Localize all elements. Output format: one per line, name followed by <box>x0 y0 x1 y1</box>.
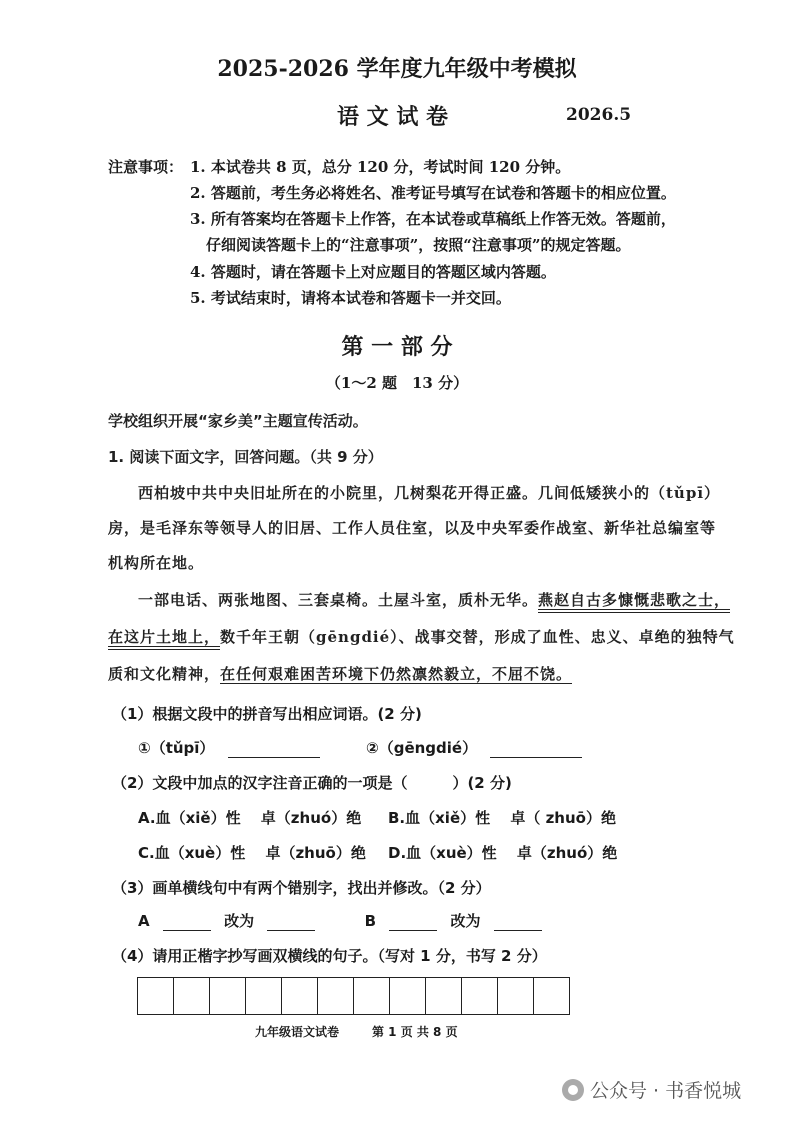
notice-item-2: 2. 答题前，考生务必将姓名、准考证号填写在试卷和答题卡的相应位置。 <box>190 184 676 202</box>
option-d[interactable]: D.血（xuè）性 卓（zhuó）绝 <box>388 844 618 862</box>
writing-grid <box>137 977 570 1015</box>
answer-blank-b[interactable] <box>490 757 582 758</box>
writing-cell[interactable] <box>246 978 282 1014</box>
subquestion-1-b <box>366 737 582 758</box>
writing-cell[interactable] <box>318 978 354 1014</box>
notice-label: 注意事项： <box>108 158 184 176</box>
answer-blank-a[interactable] <box>228 757 320 758</box>
writing-cell[interactable] <box>174 978 210 1014</box>
subquestion-3: （3）画单横线句中有两个错别字，找出并修改。（2 分） <box>112 879 491 897</box>
correct-char-blank-a[interactable] <box>267 930 315 931</box>
passage-line-2: 房，是毛泽东等领导人的旧居、工作人员住室，以及中央军委作战室、新华社总编室等 <box>108 519 717 537</box>
writing-cell[interactable] <box>210 978 246 1014</box>
double-underlined-text: 在这片土地上， <box>108 628 220 650</box>
subquestion-1-a <box>138 737 320 758</box>
change-label-a: 改为 <box>224 912 255 930</box>
pinyin-label-b: ②（gēngdié） <box>366 739 478 757</box>
watermark <box>562 1076 741 1103</box>
option-a[interactable]: A.血（xiě）性 卓（zhuó）绝 <box>138 809 362 827</box>
subquestion-4: （4）请用正楷字抄写画双横线的句子。（写对 1 分，书写 2 分） <box>112 947 547 965</box>
footer-paper-name: 九年级语文试卷 <box>255 1025 340 1039</box>
single-underlined-text: 在任何艰难困苦环境下仍然凛然毅立，不屈不饶。 <box>220 665 573 683</box>
correct-char-blank-b[interactable] <box>494 930 542 931</box>
option-b[interactable]: B.血（xiě）性 卓（ zhuō）绝 <box>388 809 616 827</box>
double-underlined-text: 燕赵自古多慷慨悲歌之士， <box>538 591 730 613</box>
writing-cell[interactable] <box>390 978 426 1014</box>
label-a: A <box>138 912 150 930</box>
change-label-b: 改为 <box>450 912 481 930</box>
watermark-text: 公众号 · 书香悦城 <box>590 1080 742 1102</box>
writing-cell[interactable] <box>354 978 390 1014</box>
notice-item-4: 4. 答题时，请在答题卡上对应题目的答题区域内答题。 <box>190 263 556 281</box>
section-intro: 学校组织开展“家乡美”主题宣传活动。 <box>108 412 368 430</box>
section-range: （1～2 题 13 分） <box>325 374 469 392</box>
passage-line-3: 机构所在地。 <box>108 554 205 572</box>
subquestion-2: （2）文段中加点的汉字注音正确的一项是（ ）(2 分) <box>112 774 512 792</box>
subquestion-1: （1）根据文段中的拼音写出相应词语。(2 分) <box>112 705 422 723</box>
footer-page-number: 第 1 页 共 8 页 <box>372 1025 458 1039</box>
option-c[interactable]: C.血（xuè）性 卓（zhuō）绝 <box>138 844 366 862</box>
exam-title: 2025-2026 学年度九年级中考模拟 <box>217 56 577 82</box>
writing-cell[interactable] <box>498 978 534 1014</box>
exam-subtitle: 语 文 试 卷 <box>337 104 448 130</box>
pinyin-label-a: ①（tǔpī） <box>138 739 215 757</box>
passage-line-4 <box>138 589 730 610</box>
passage-line-1: 西柏坡中共中央旧址所在的小院里，几树梨花开得正盛。几间低矮狭小的（tǔpī） <box>138 484 721 502</box>
notice-item-3: 3. 所有答案均在答题卡上作答，在本试卷或草稿纸上作答无效。答题前， <box>190 210 676 228</box>
writing-cell[interactable] <box>462 978 498 1014</box>
passage-plain-text: 一部电话、两张地图、三套桌椅。土屋斗室，质朴无华。 <box>138 591 539 609</box>
wechat-logo-icon <box>562 1079 584 1101</box>
passage-line-6 <box>108 663 572 684</box>
passage-line-5 <box>108 626 735 647</box>
subquestion-3-answers <box>138 910 542 931</box>
notice-item-3-cont: 仔细阅读答题卡上的“注意事项”，按照“注意事项”的规定答题。 <box>206 236 631 254</box>
notice-item-1: 1. 本试卷共 8 页，总分 120 分，考试时间 120 分钟。 <box>190 158 571 176</box>
writing-cell[interactable] <box>138 978 174 1014</box>
writing-cell[interactable] <box>534 978 569 1014</box>
notice-item-5: 5. 考试结束时，请将本试卷和答题卡一并交回。 <box>190 289 511 307</box>
passage-plain-text: 数千年王朝（gēngdié）、战事交替，形成了血性、忠义、卓绝的独特气 <box>220 628 735 646</box>
passage-plain-text: 质和文化精神， <box>108 665 221 683</box>
wrong-char-blank-b[interactable] <box>389 930 437 931</box>
question-1-stem: 1. 阅读下面文字，回答问题。（共 9 分） <box>108 448 383 466</box>
writing-cell[interactable] <box>282 978 318 1014</box>
writing-cell[interactable] <box>426 978 462 1014</box>
label-b: B <box>364 912 376 930</box>
exam-date: 2026.5 <box>566 105 632 125</box>
section-title: 第 一 部 分 <box>341 334 453 360</box>
wrong-char-blank-a[interactable] <box>163 930 211 931</box>
